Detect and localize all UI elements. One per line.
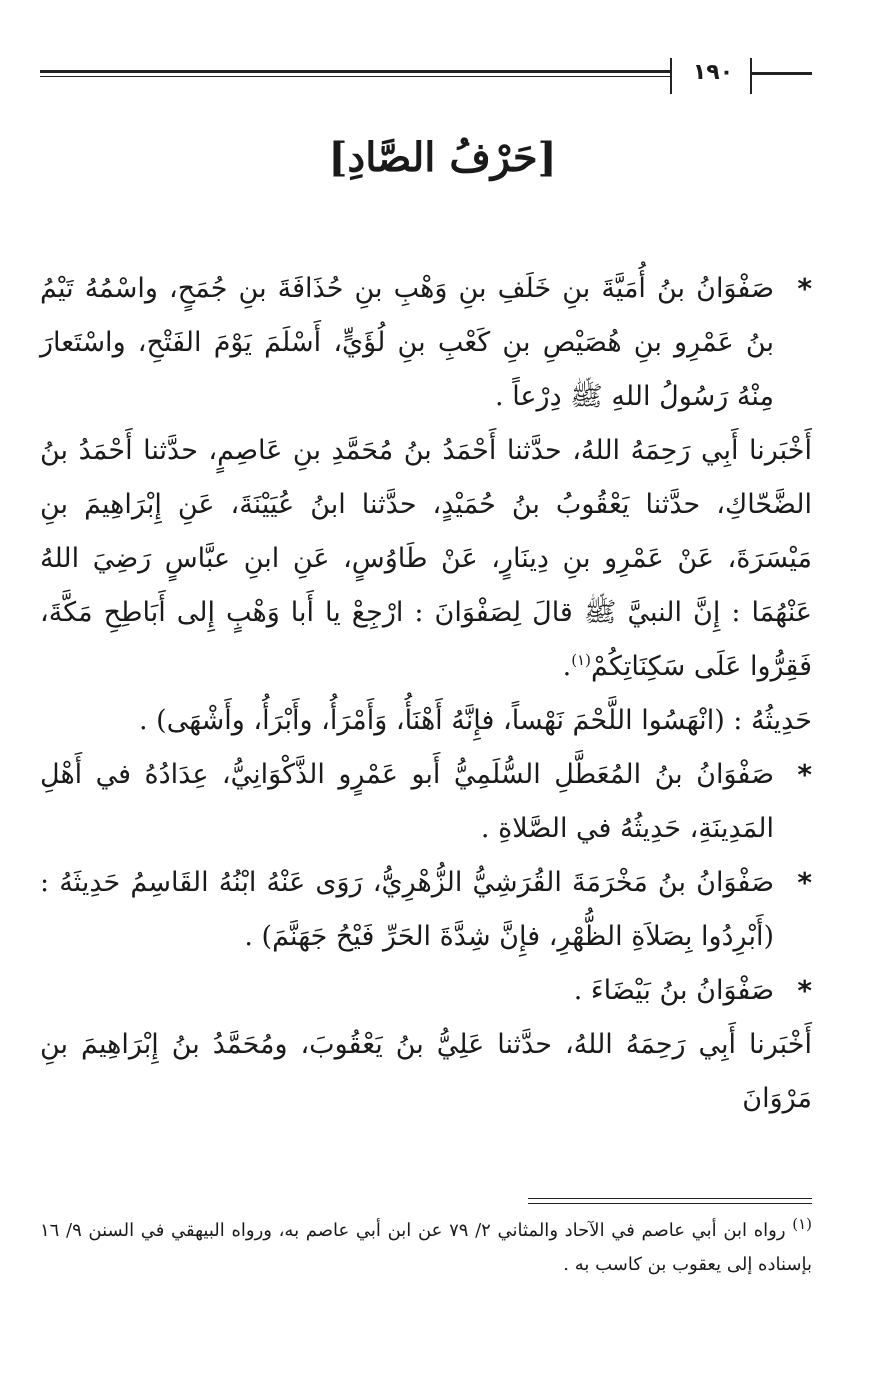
- footnote-text: رواه ابن أبي عاصم في الآحاد والمثاني ٢/ ٧٩ عن ابن أبي عاصم به، ورواه البيهقي في السنن ٩/ ١٦ بإسناده إلى يعقوب بن كاسب به .: [40, 1220, 812, 1275]
- entry-safwan-ibn-al-muattal: [40, 748, 812, 856]
- page-header: [40, 58, 812, 94]
- entry-marker: *: [797, 272, 812, 305]
- footnote-number: (١): [792, 1215, 812, 1233]
- hadith-paragraph: [40, 694, 812, 748]
- header-divider: [670, 58, 672, 94]
- footnote: [40, 1214, 812, 1282]
- chapter-title: [حَرْفُ الصَّادِ]: [328, 134, 557, 181]
- paragraph-tail: .: [562, 651, 572, 682]
- entry-text: صَفْوَانُ بنُ المُعَطَّلِ السُّلَمِيُّ أَبو عَمْرٍو الذَّكْوَانِيُّ، عِدَادُهُ في أَهْلِ المَدِينَةِ، حَدِيثُهُ في الصَّلاةِ .: [40, 759, 774, 844]
- entry-safwan-ibn-makhrama: [40, 856, 812, 964]
- footnote-reference[interactable]: (١): [571, 651, 591, 669]
- page-number: ١٩٠: [692, 60, 734, 85]
- isnad-paragraph: [40, 1018, 812, 1126]
- entry-marker: *: [797, 866, 812, 899]
- footnote-separator-thin: [528, 1203, 812, 1204]
- entry-text: صَفْوَانُ بنُ بَيْضَاءَ .: [573, 975, 774, 1006]
- entry-safwan-ibn-umayya: [40, 262, 812, 424]
- entry-marker: *: [797, 758, 812, 791]
- paragraph-text: أَخْبَرنا أَبِي رَحِمَهُ اللهُ، حدَّثنا عَلِيُّ بنُ يَعْقُوبَ، ومُحَمَّدُ بنُ إِبْرَاهِيمَ بنِ مَرْوَانَ: [40, 1029, 812, 1114]
- header-divider: [750, 58, 752, 94]
- paragraph-text: حَدِيثُهُ : (انْهَسُوا اللَّحْمَ نَهْساً، فإِنَّهُ أَهْنَأُ، وَأَمْرَأُ، وأَبْرَأُ، وأَشْهَى) .: [139, 705, 812, 736]
- header-rule: [40, 70, 670, 73]
- entry-marker: *: [797, 974, 812, 1007]
- entry-text: صَفْوَانُ بنُ مَخْرَمَةَ القُرَشِيُّ الزُّهْرِيُّ، رَوَى عَنْهُ ابْنُهُ القَاسِمُ حَدِيثَهُ : (أَبْرِدُوا بِصَلاَةِ الظُّهْرِ، فإِنَّ شِدَّةَ الحَرِّ فَيْحُ جَهَنَّمَ) .: [40, 867, 774, 952]
- footnote-separator: [528, 1198, 812, 1199]
- entry-safwan-ibn-baida: [40, 964, 812, 1018]
- header-rule-short: [752, 72, 812, 75]
- isnad-paragraph: [40, 424, 812, 694]
- header-rule-thin: [40, 76, 670, 77]
- main-text: [40, 262, 812, 1126]
- entry-text: صَفْوَانُ بنُ أُمَيَّةَ بنِ خَلَفِ بنِ وَهْبِ بنِ حُذَافَةَ بنِ جُمَحٍ، واسْمُهُ تَيْمُ بنُ عَمْرِو بنِ هُصَيْصِ بنِ كَعْبِ بنِ لُؤَيٍّ، أَسْلَمَ يَوْمَ الفَتْحِ، واسْتَعارَ مِنْهُ رَسُولُ اللهِ ﷺ دِرْعاً .: [40, 273, 774, 412]
- paragraph-text: أَخْبَرنا أَبِي رَحِمَهُ اللهُ، حدَّثنا أَحْمَدُ بنُ مُحَمَّدِ بنِ عَاصِمٍ، حدَّثنا أَحْمَدُ بنُ الضَّحّاكِ، حدَّثنا يَعْقُوبُ بنُ حُمَيْدٍ، حدَّثنا ابنُ عُيَيْنَةَ، عَنِ إِبْرَاهِيمَ بنِ مَيْسَرَةَ، عَنْ عَمْرِو بنِ دِينَارٍ، عَنْ طَاوُسٍ، عَنِ ابنِ عبَّاسٍ رَضِيَ اللهُ عَنْهُمَا : إِنَّ النبيَّ ﷺ قالَ لِصَفْوَانَ : ارْجِعْ يا أَبا وَهْبٍ إِلى أَبَاطِحِ مَكَّةَ، فَقِرُّوا عَلَى سَكِنَاتِكُمْ: [40, 435, 812, 682]
